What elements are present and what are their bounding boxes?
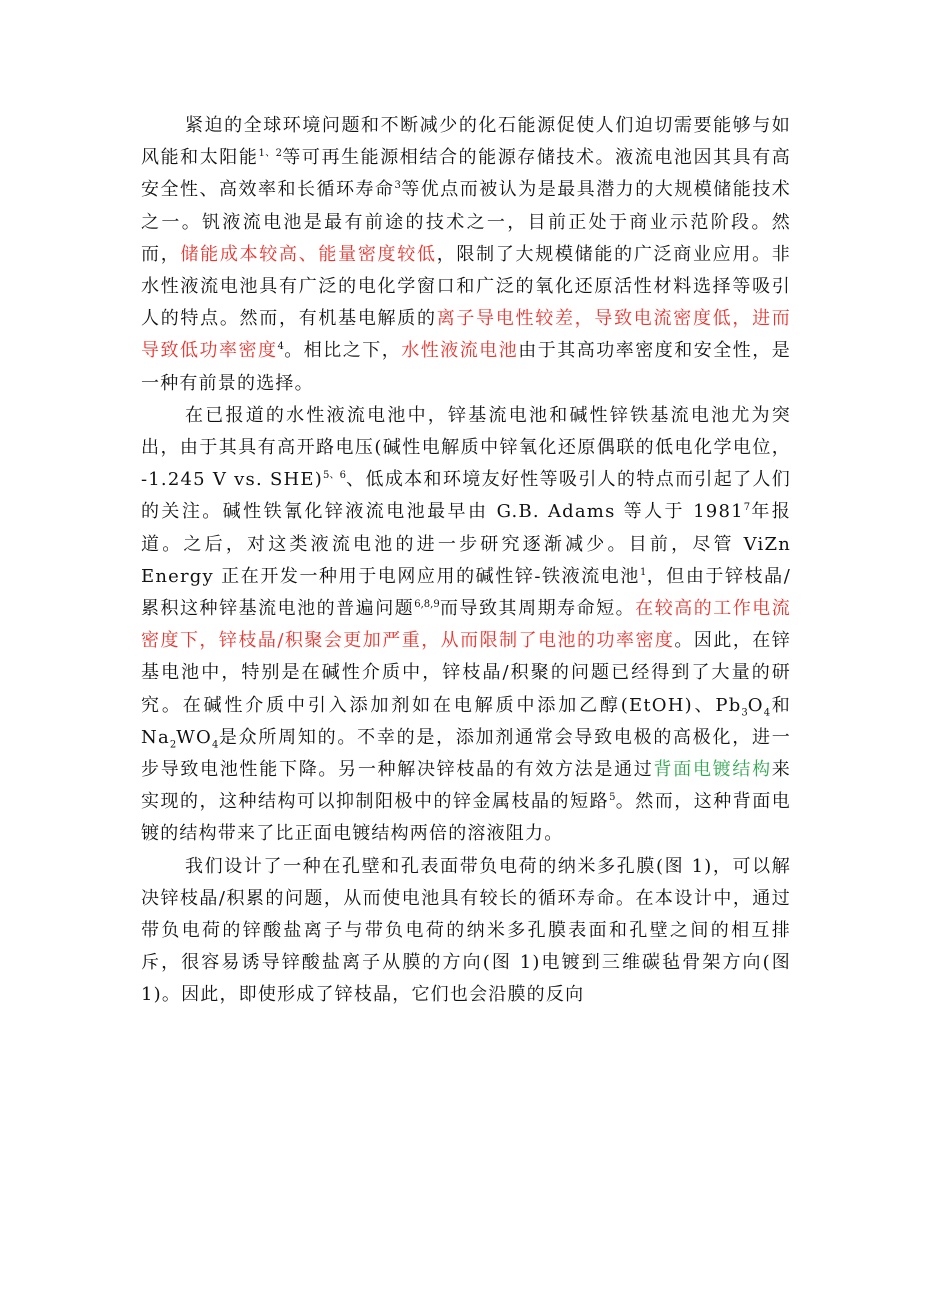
paragraph-2 <box>141 400 791 851</box>
citation-superscript: 6,8,9 <box>414 599 440 611</box>
paragraph-text: 在已报道的水性液流电池中，锌基流电池和碱性锌铁基流电池尤为突出，由于其具有高开路电压(碱性电解质中锌氧化还原偶联的低电化学电位， -1.245 V vs. SHE) <box>141 404 791 491</box>
paragraph-text: 而导致其周期寿命短。 <box>439 598 636 620</box>
citation-superscript: 5 <box>609 792 616 804</box>
paragraph-3 <box>141 851 791 1012</box>
highlight-red-text: 离子导电性较差，导致电流密度低，进而导致低功率密度 <box>141 308 791 362</box>
citation-superscript: 1 <box>639 566 647 578</box>
paragraph-text: 年报道。之后，对这类液流电池的进一步研究逐渐减少。目前，尽管 ViZn Energy 正在开发一种用于电网应用的碱性锌-铁液流电池 <box>141 501 791 587</box>
paragraph-text: 。因此，在锌基电池中，特别是在碱性介质中，锌枝晶/积聚的问题已经得到了大量的研究。在碱性介质中引入添加剂如在电解质中添加乙醇(EtOH)、Pb <box>141 630 791 716</box>
highlight-green-text: 背面电镀结构 <box>653 759 772 781</box>
paragraph-text: O <box>747 694 764 716</box>
paragraph-text: 等可再生能源相结合的能源存储技术。液流电池因其具有高安全性、高效率和长循环寿命 <box>141 147 791 201</box>
citation-superscript: 4 <box>277 341 284 353</box>
paragraph-text: 。相比之下， <box>283 340 402 362</box>
paragraph-text: 等优点而被认为是最具潜力的大规模储能技术之一。钒液流电池是最有前途的技术之一，目前正处于商业示范阶段。然而， <box>141 179 791 265</box>
paragraph-text: 来实现的，这种结构可以抑制阳极中的锌金属枝晶的短路 <box>141 759 791 813</box>
citation-superscript: 5、6 <box>322 470 346 482</box>
citation-superscript: 7 <box>743 502 751 514</box>
paragraph-text: 是众所周知的。不幸的是，添加剂通常会导致电极的高极化，进一步导致电池性能下降。另一种解决锌枝晶的有效方法是通过 <box>141 726 791 781</box>
paragraph-text: 由于其高功率密度和安全性，是一种有前景的选择。 <box>141 340 792 394</box>
paragraph-text: WO <box>176 726 212 748</box>
document-body <box>141 110 791 1012</box>
chemical-subscript: 3 <box>741 707 748 719</box>
paragraph-text: 和 Na <box>141 694 792 748</box>
paragraph-text: ，但由于锌枝晶/累积这种锌基流电池的普遍问题 <box>141 565 791 620</box>
chemical-subscript: 2 <box>169 739 177 751</box>
paragraph-text: 。然而，这种背面电镀的结构带来了比正面电镀结构两倍的溶液阻力。 <box>141 791 791 845</box>
highlight-red-text: 储能成本较高、能量密度较低 <box>180 243 437 265</box>
paragraph-text: 紧迫的全球环境问题和不断减少的化石能源促使人们迫切需要能够与如风能和太阳能 <box>141 115 791 169</box>
highlight-red-text: 水性液流电池 <box>401 340 519 362</box>
paragraph-text: ，限制了大规模储能的广泛商业应用。非水性液流电池具有广泛的电化学窗口和广泛的氧化还原活性材料选择等吸引人的特点。然而，有机基电解质的 <box>141 243 792 330</box>
chemical-subscript: 4 <box>211 739 219 751</box>
citation-superscript: 3 <box>394 180 401 192</box>
paragraph-text: 、低成本和环境友好性等吸引人的特点而引起了人们的关注。碱性铁氰化锌液流电池最早由 G.B. Adams 等人于 1981 <box>141 469 791 523</box>
paragraph-1 <box>141 110 791 400</box>
citation-superscript: 1、2 <box>258 148 282 160</box>
chemical-subscript: 4 <box>763 707 771 719</box>
highlight-red-text: 在较高的工作电流密度下，锌枝晶/积聚会更加严重，从而限制了电池的功率密度 <box>141 598 791 652</box>
paragraph-text: 我们设计了一种在孔壁和孔表面带负电荷的纳米多孔膜(图 1)，可以解决锌枝晶/积累的问题，从而使电池具有较长的循环寿命。在本设计中，通过带负电荷的锌酸盐离子与带负电荷的纳米多孔膜表面和孔壁之间的相互排斥，很容易诱导锌酸盐离子从膜的方向(图 1)电镀到三维碳毡骨架方向(图 1)。因此，即使形成了锌枝晶，它们也会沿膜的反向 <box>141 855 791 1006</box>
